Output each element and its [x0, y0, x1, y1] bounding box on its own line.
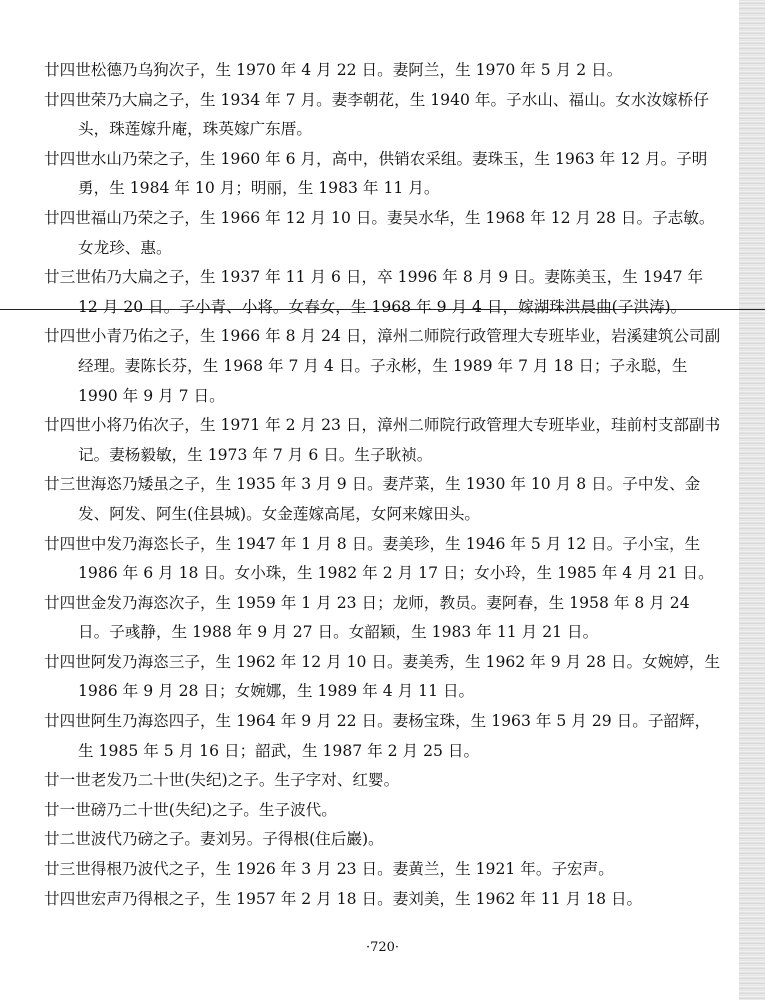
entry: 廿四世松德乃乌狗次子，生 1970 年 4 月 22 日。妻阿兰，生 1970 年 5 月 2 日。: [44, 61, 623, 79]
entry: 廿三世海恣乃矮虽之子，生 1935 年 3 月 9 日。妻芹菜，生 1930 年 10 月 8 日。子中发、金发、阿发、阿生(住县城)。女金莲嫁高尾，女阿来嫁田头。: [44, 475, 701, 523]
entry: 廿四世水山乃荣之子，生 1960 年 6 月，高中，供销农采组。妻珠玉，生 1963 年 12 月。子明勇，生 1984 年 10 月；明丽，生 1983 年 11 月。: [44, 149, 708, 198]
entry: 廿四世金发乃海恣次子，生 1959 年 1 月 23 日；龙师，教员。妻阿春，生 1958 年 8 月 24 日。子彧静，生 1988 年 9 月 27 日。女韶颖，生 1983 年 11 月 21 日。: [44, 593, 690, 642]
entry: 廿四世宏声乃得根之子，生 1957 年 2 月 18 日。妻刘美，生 1962 年 11 月 18 日。: [44, 889, 643, 908]
entry: 廿四世福山乃荣之子，生 1966 年 12 月 10 日。妻吴水华，生 1968 年 12 月 28 日。子志敏。女龙珍、惠。: [44, 208, 715, 257]
entry: 廿一世磅乃二十世(失纪)之子。生子波代。: [44, 800, 337, 819]
genealogy-entries: [44, 56, 724, 914]
entry: 廿四世阿发乃海恣三子，生 1962 年 12 月 10 日。妻美秀，生 1962 年 9 月 28 日。女婉婷，生 1986 年 9 月 28 日；女婉娜，生 1989 年 4 月 11 日。: [44, 652, 721, 701]
entry: 廿三世佑乃大扁之子，生 1937 年 11 月 6 日，卒 1996 年 8 月 9 日。妻陈美玉，生 1947 年 12 月 20 日。子小青、小将。女春女，生 1968 年 9 月 4 日，嫁湖珠洪晨曲(子洪涛)。: [44, 268, 704, 316]
entry: 廿四世小青乃佑之子，生 1966 年 8 月 24 日，漳州二师院行政管理大专班毕业，岩溪建筑公司副经理。妻陈长芬，生 1968 年 7 月 4 日。子永彬，生 1989 年 7 月 18 日；子永聪，生 1990 年 9 月 7 日。: [44, 327, 721, 405]
entry: 廿三世得根乃波代之子，生 1926 年 3 月 23 日。妻黄兰，生 1921 年。子宏声。: [44, 860, 614, 879]
entry: 廿四世小将乃佑次子，生 1971 年 2 月 23 日，漳州二师院行政管理大专班毕业，珪前村支部副书记。妻杨毅敏，生 1973 年 7 月 6 日。生子耿祯。: [44, 416, 721, 464]
entry: 廿二世波代乃磅之子。妻刘另。子得根(住后巖)。: [44, 830, 384, 849]
entry: 廿四世荣乃大扁之子，生 1934 年 7 月。妻李朝花，生 1940 年。子水山、福山。女水汝嫁桥仔头，珠莲嫁升庵，珠英嫁广东厝。: [44, 90, 709, 139]
page-number: ·720·: [365, 940, 400, 955]
entry: 廿一世老发乃二十世(失纪)之子。生子字对、红婴。: [44, 771, 400, 790]
scan-edge-shadow: [739, 0, 765, 1000]
entry: 廿四世阿生乃海恣四子，生 1964 年 9 月 22 日。妻杨宝珠，生 1963 年 5 月 29 日。子韶辉，生 1985 年 5 月 16 日；韶武，生 1987 年 2 月 25 日。: [44, 712, 711, 760]
entry: 廿四世中发乃海恣长子，生 1947 年 1 月 8 日。妻美珍，生 1946 年 5 月 12 日。子小宝，生 1986 年 6 月 18 日。女小珠，生 1982 年 2 月 17 日；女小玲，生 1985 年 4 月 21 日。: [44, 534, 714, 583]
